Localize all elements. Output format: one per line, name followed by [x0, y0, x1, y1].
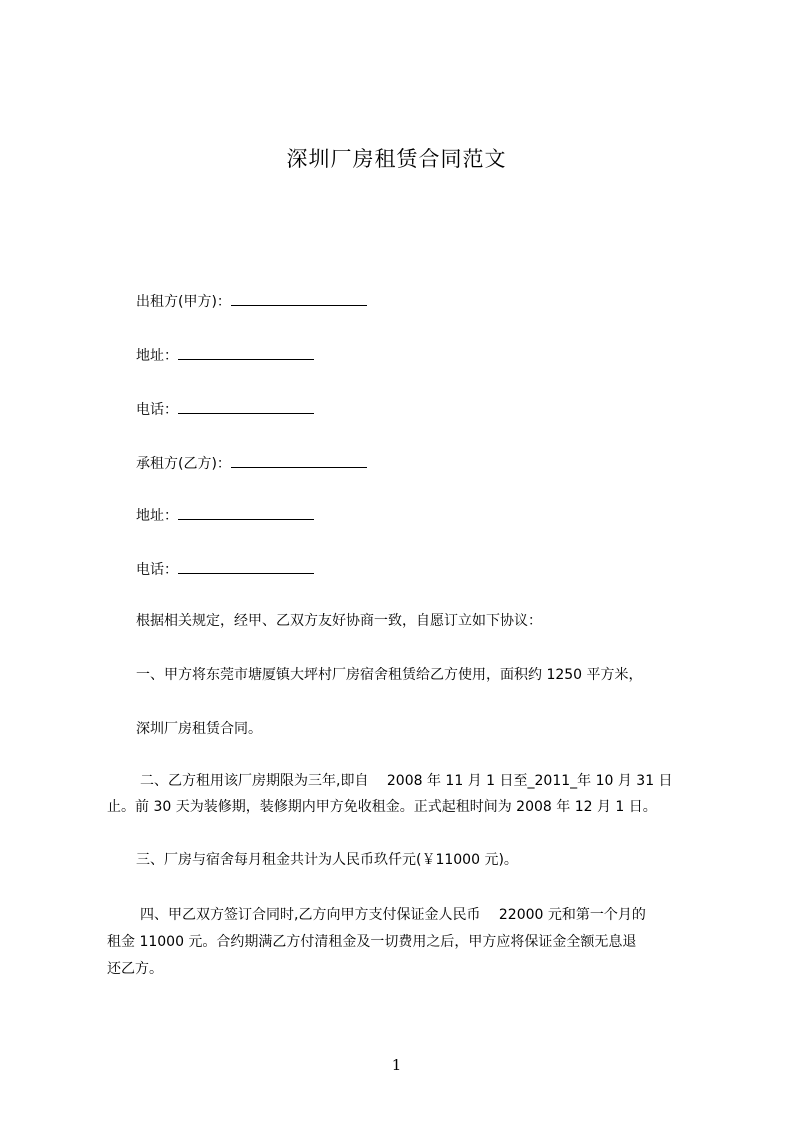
clause-4-line-1: 四、甲乙双方签订合同时,乙方向甲方支付保证金人民币 22000 元和第一个月的 [140, 907, 646, 923]
party-a-label: 出租方(甲方)： [136, 294, 231, 310]
party-a-line [136, 291, 367, 312]
party-b-address-blank [178, 505, 314, 520]
party-b-address-line [136, 505, 314, 526]
party-b-blank [231, 453, 367, 468]
party-b-address-label: 地址： [136, 508, 178, 524]
party-a-address-line [136, 345, 314, 366]
party-a-address-blank [178, 345, 314, 360]
party-b-line [136, 453, 367, 474]
party-b-phone-line [136, 559, 314, 580]
page-number: 1 [391, 1056, 402, 1074]
clause-3: 三、厂房与宿舍每月租金共计为人民币玖仟元(￥11000 元)。 [136, 852, 518, 868]
clause-1-continuation: 深圳厂房租赁合同。 [136, 721, 262, 737]
clause-2-line-1: 二、乙方租用该厂房期限为三年,即自 2008 年 11 月 1 日至_2011_年 10 月 31 日 [140, 773, 673, 789]
clause-1: 一、甲方将东莞市塘厦镇大坪村厂房宿舍租赁给乙方使用，面积约 1250 平方米， [136, 667, 643, 683]
clause-4-line-2: 租金 11000 元。合约期满乙方付清租金及一切费用之后，甲方应将保证金全额无息退 [107, 934, 637, 950]
party-a-phone-label: 电话： [136, 402, 178, 418]
party-b-label: 承租方(乙方)： [136, 456, 231, 472]
party-b-phone-blank [178, 559, 314, 574]
clause-4-line-3: 还乙方。 [107, 961, 163, 977]
party-b-phone-label: 电话： [136, 562, 178, 578]
party-a-phone-blank [178, 399, 314, 414]
party-a-phone-line [136, 399, 314, 420]
document-title: 深圳厂房租赁合同范文 [286, 147, 507, 171]
clause-2-line-2: 止。前 30 天为装修期，装修期内甲方免收租金。正式起租时间为 2008 年 12 月 1 日。 [107, 799, 657, 815]
party-a-blank [231, 291, 367, 306]
intro-paragraph: 根据相关规定，经甲、乙双方友好协商一致，自愿订立如下协议： [136, 613, 542, 629]
party-a-address-label: 地址： [136, 348, 178, 364]
